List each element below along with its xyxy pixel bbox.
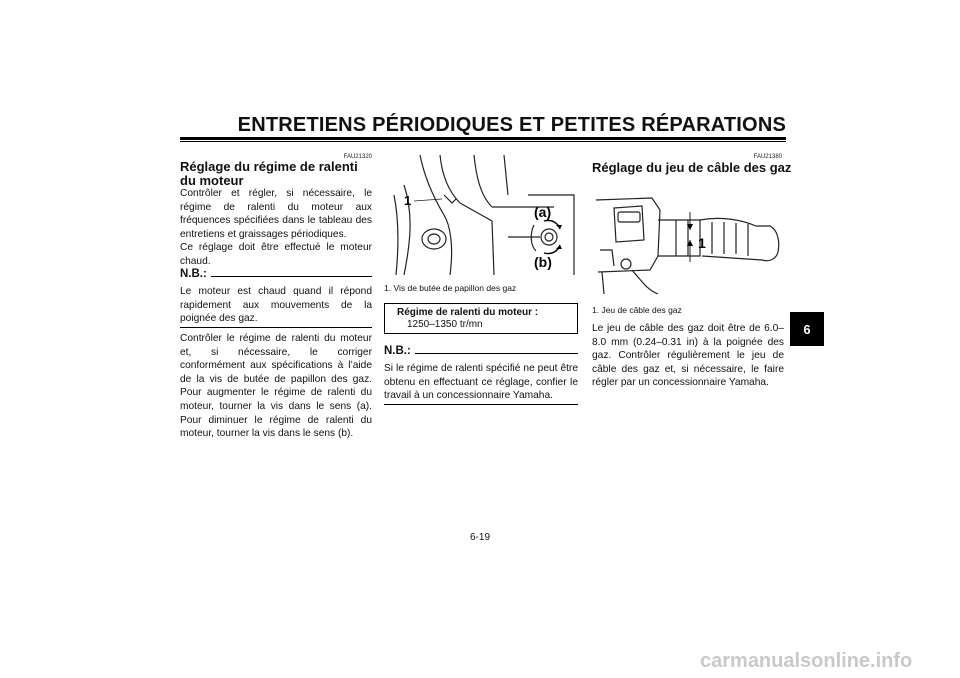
figure-throttle-cable xyxy=(592,190,784,300)
section1-title: Réglage du régime de ralenti du moteur xyxy=(180,159,358,188)
header-rule xyxy=(180,137,786,140)
note2-text: Si le régime de ralenti spécifié ne peut être obtenu en effectuant ce réglage, confier le travail à un concessionnaire Yamaha. xyxy=(384,363,578,402)
figure1-caption: 1. Vis de butée de papillon des gaz xyxy=(384,283,517,293)
note1-text: Le moteur est chaud quand il répond rapidement aux mouvements de la poignée des gaz. xyxy=(180,286,372,325)
section1-intro: Contrôler et régler, si nécessaire, le régime de ralenti du moteur aux fréquences spécifiées dans le tableau des entretiens et graissages périodiques. xyxy=(180,188,372,240)
figure2-callout: 1 xyxy=(698,235,706,251)
figure1-callout: 1 xyxy=(404,193,412,208)
throttle-grip-illustration xyxy=(592,190,784,300)
throttle-screw-illustration xyxy=(384,155,578,275)
section2-title: Réglage du jeu de câble des gaz xyxy=(592,160,792,175)
spec-label: Régime de ralenti du moteur : xyxy=(397,307,539,318)
section2-code: FAU21380 xyxy=(753,154,782,160)
chapter-tab: 6 xyxy=(790,312,824,346)
section2-text: Le jeu de câble des gaz doit être de 6.0–8.0 mm (0.24–0.31 in) à la poignée des gaz. Contrôler régulièrement le jeu de câble des gaz et, si nécessaire, le faire régler par un concessionnaire Yamaha. xyxy=(592,323,784,389)
figure1-label-b: (b) xyxy=(534,254,552,270)
note1-line xyxy=(211,276,372,277)
note2-header xyxy=(384,345,578,357)
section1-intro-block xyxy=(180,187,372,269)
section1-code: FAU21320 xyxy=(343,154,372,160)
watermark: carmanualsonline.info xyxy=(700,650,913,672)
section1-intro2: Ce réglage doit être effectué le moteur chaud. xyxy=(180,242,372,267)
note2-end-rule xyxy=(384,404,578,405)
note2-label: N.B.: xyxy=(384,345,411,357)
page-header-title: ENTRETIENS PÉRIODIQUES ET PETITES RÉPARATIONS xyxy=(237,114,786,136)
spec-box xyxy=(384,303,578,334)
note1-end-rule xyxy=(180,327,372,328)
note1-label: N.B.: xyxy=(180,268,207,280)
note1-header xyxy=(180,268,372,280)
spec-value: 1250–1350 tr/mn xyxy=(407,319,483,330)
figure1-label-a: (a) xyxy=(534,204,552,220)
note2-line xyxy=(415,353,578,354)
header-rule-thin xyxy=(180,141,786,142)
figure-throttle-stop-screw xyxy=(384,155,578,275)
figure2-caption: 1. Jeu de câble des gaz xyxy=(592,305,682,315)
page-number: 6-19 xyxy=(469,532,490,543)
section1-procedure: Contrôler le régime de ralenti du moteur et, si nécessaire, le corriger conformément aux spécifications à l’aide de la vis de butée de papillon des gaz. Pour augmenter le régime de ralenti du moteur, tourner la vis dans le sens (a). Pour diminuer le régime de ralenti du moteur, tourner la vis dans le sens (b). xyxy=(180,333,372,440)
